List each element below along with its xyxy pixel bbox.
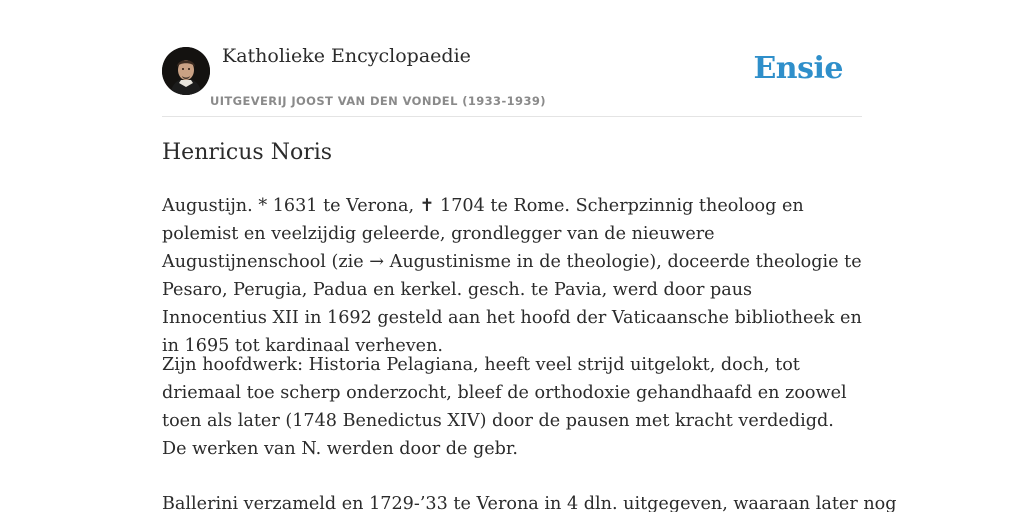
brand-logo-link[interactable]: Ensie — [753, 51, 843, 86]
article-paragraph-2: Zijn hoofdwerk: Historia Pelagiana, heeft veel strijd uitgelokt, doch, tot driemaal toe scherp onderzocht, bleef de orthodoxie gehandhaafd en zoowel toen als later (1748 Benedictus XIV) door de pausen met kracht verdedigd. De werken van N. werden door de gebr. — [162, 355, 847, 459]
paragraph-text: Augustijn. * 1631 te Verona, ✝ 1704 te Rome. Scherpzinnig theoloog en polemist en veelzijdig geleerde, grondlegger van de nieuwere Augustijnenschool (zie — [162, 196, 804, 272]
article-title: Henricus Noris — [162, 140, 333, 165]
portrait-icon[interactable] — [162, 47, 210, 95]
article-paragraph-3: Ballerini verzameld en 1729-’33 te Verona in 4 dln. uitgegeven, waaraan later nog — [162, 494, 897, 512]
site-title[interactable]: Katholieke Encyclopaedie — [222, 45, 471, 67]
paragraph-text: ), doceerde theologie te Pesaro, Perugia, Padua en kerkel. gesch. te Pavia, werd door paus Innocentius XII in 1692 gesteld aan het hoofd der Vaticaansche bibliotheek en in 1695 tot kardinaal verheven. — [162, 252, 862, 356]
page-container — [162, 0, 897, 512]
publisher-label: UITGEVERIJ JOOST VAN DEN VONDEL (1933-1939) — [210, 94, 546, 108]
article-paragraph-1 — [162, 192, 862, 360]
site-header — [162, 0, 862, 117]
cross-reference-link[interactable]: → Augustinisme in de theologie — [369, 252, 650, 272]
